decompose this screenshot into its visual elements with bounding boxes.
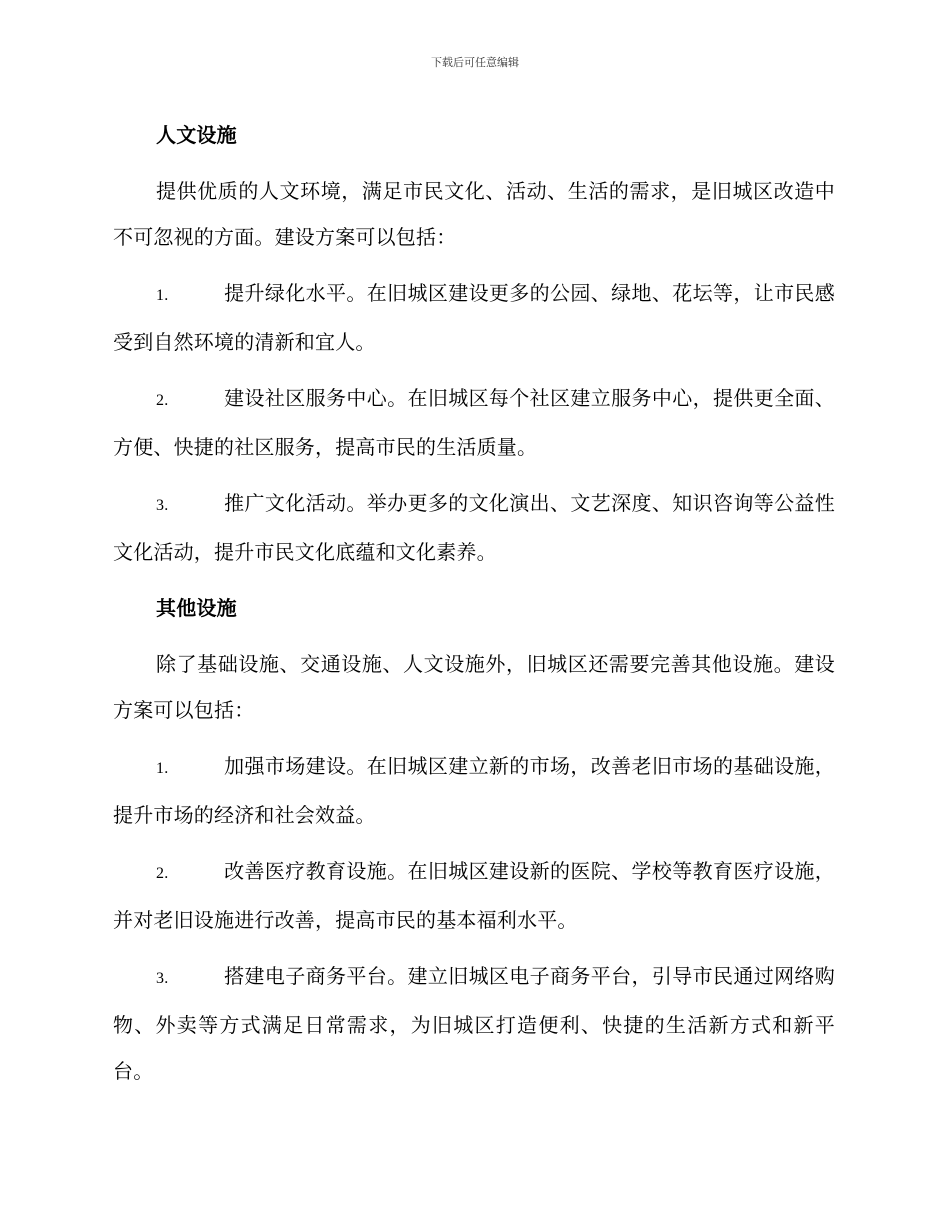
section-heading-culture: 人文设施 [156, 123, 237, 147]
list-item-text: 提升绿化水平。在旧城区建设更多的公园、绿地、花坛等，让市民感受到自然环境的清新和宜人。 [113, 281, 835, 354]
list-item-text: 搭建电子商务平台。建立旧城区电子商务平台，引导市民通过网络购物、外卖等方式满足日常需求，为旧城区打造便利、快捷的生活新方式和新平台。 [113, 964, 835, 1083]
document-body [113, 112, 835, 1104]
list-item [113, 848, 835, 943]
list-item [113, 270, 835, 365]
list-item-text: 改善医疗教育设施。在旧城区建设新的医院、学校等教育医疗设施，并对老旧设施进行改善，提高市民的基本福利水平。 [113, 859, 835, 932]
list-item-number: 1. [156, 287, 169, 304]
list-item-number: 2. [156, 392, 169, 409]
list-item [113, 375, 835, 470]
list-item-text: 推广文化活动。举办更多的文化演出、文艺深度、知识咨询等公益性文化活动，提升市民文化底蕴和文化素养。 [113, 491, 835, 564]
list-item-number: 2. [156, 865, 169, 882]
list-item [113, 953, 835, 1094]
section-intro-other: 除了基础设施、交通设施、人文设施外，旧城区还需要完善其他设施。建设方案可以包括： [113, 652, 835, 722]
page-header: 下载后可任意编辑 [431, 56, 519, 69]
list-item-text: 建设社区服务中心。在旧城区每个社区建立服务中心，提供更全面、方便、快捷的社区服务，提高市民的生活质量。 [113, 386, 835, 459]
list-item [113, 743, 835, 838]
list-item [113, 480, 835, 575]
list-item-number: 1. [156, 760, 169, 777]
list-item-text: 加强市场建设。在旧城区建立新的市场，改善老旧市场的基础设施，提升市场的经济和社会效益。 [113, 754, 835, 827]
list-item-number: 3. [156, 970, 169, 987]
section-heading-other: 其他设施 [156, 596, 237, 620]
section-intro-culture: 提供优质的人文环境，满足市民文化、活动、生活的需求，是旧城区改造中不可忽视的方面。建设方案可以包括： [113, 179, 835, 249]
list-item-number: 3. [156, 497, 169, 514]
